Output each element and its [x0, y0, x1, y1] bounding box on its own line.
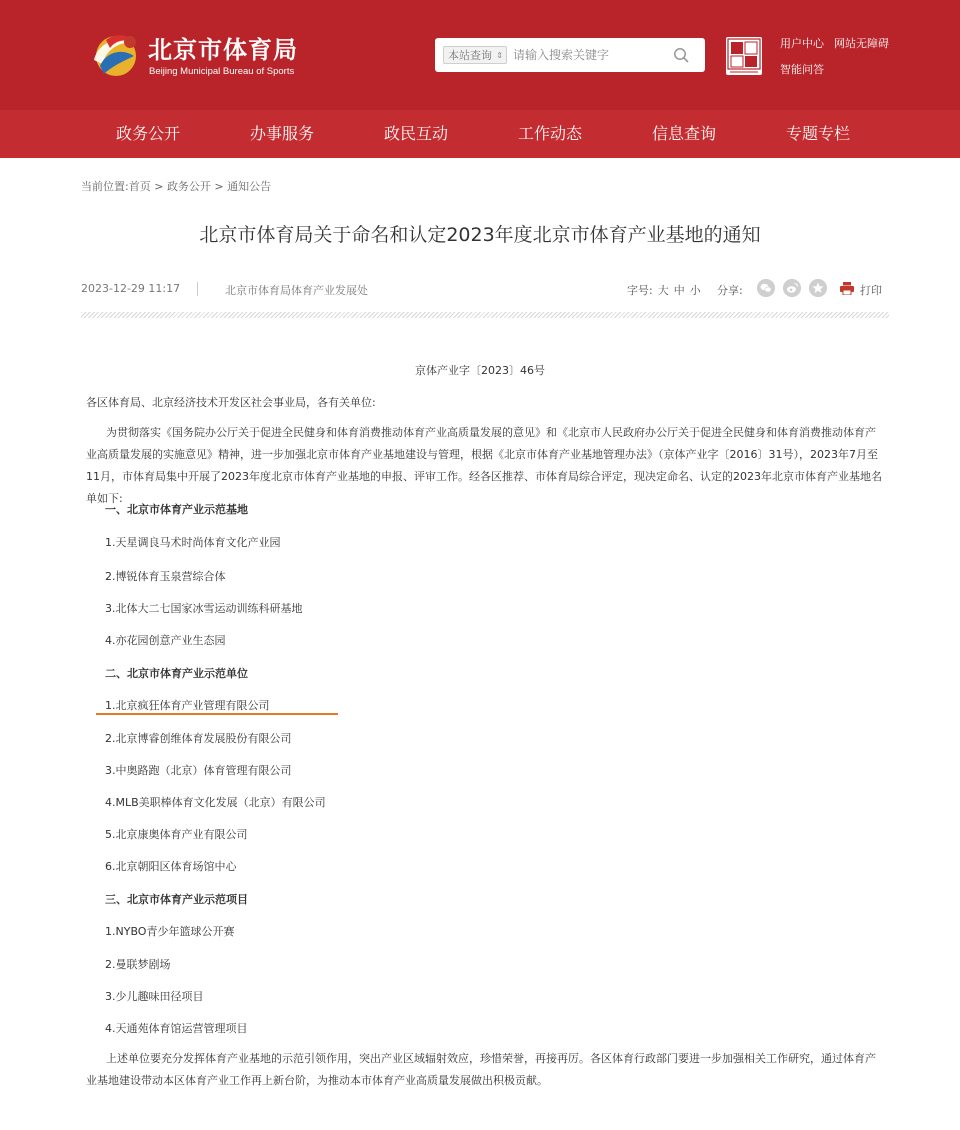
- search-input[interactable]: [513, 45, 663, 65]
- list-item: 2.博锐体育玉泉营综合体: [105, 570, 226, 583]
- list-item: 2.北京博睿创维体育发展股份有限公司: [105, 732, 292, 745]
- site-header: [0, 0, 960, 110]
- search-scope-select[interactable]: [443, 46, 507, 64]
- font-size-large[interactable]: 大: [657, 284, 669, 297]
- printer-icon: [840, 282, 854, 295]
- section-heading: 一、北京市体育产业示范基地: [105, 503, 248, 516]
- nav-item-government-affairs[interactable]: 政务公开: [115, 124, 180, 143]
- list-item: 4.MLB美职棒体育文化发展（北京）有限公司: [105, 796, 326, 809]
- nav-item-work-news[interactable]: 工作动态: [517, 124, 582, 143]
- share-label: 分享:: [717, 284, 743, 297]
- breadcrumb-prefix: 当前位置:: [81, 180, 129, 193]
- user-center-link[interactable]: 用户中心: [780, 37, 824, 50]
- font-size-small[interactable]: 小: [689, 284, 701, 297]
- breadcrumb-home[interactable]: 首页: [128, 180, 151, 193]
- capital-window-logo-icon[interactable]: [726, 37, 762, 75]
- search-box: [435, 38, 705, 72]
- list-item: 1.NYBO青少年篮球公开赛: [105, 925, 235, 938]
- site-name-cn: 北京市体育局: [148, 36, 298, 64]
- intro-paragraph: 为贯彻落实《国务院办公厅关于促进全民健身和体育消费推动体育产业高质量发展的意见》和《北京市人民政府办公厅关于促进全民健身和体育消费推动体育产业高质量发展的实施意见》精神，进一步加强北京市体育产业基地建设与管理，根据《北京市体育产业基地管理办法》（京体产业字〔2016〕31号），2023年7月至11月，市体育局集中开展了2023年度北京市体育产业基地的申报、评审工作。经各区推荐、市体育局综合评定，现决定命名、认定的2023年北京市体育产业基地名单如下:: [86, 426, 882, 505]
- section-heading: 三、北京市体育产业示范项目: [105, 893, 248, 906]
- font-size-control: [627, 282, 701, 298]
- site-logo[interactable]: [86, 26, 306, 82]
- font-size-label: 字号:: [627, 284, 653, 297]
- breadcrumb-separator: >: [210, 180, 228, 193]
- highlight-underline: [96, 713, 338, 715]
- top-links: [780, 37, 899, 77]
- meta-divider-stripe: [81, 312, 889, 318]
- list-item: 2.曼联梦剧场: [105, 958, 171, 971]
- article-title: 北京市体育局关于命名和认定2023年度北京市体育产业基地的通知: [199, 224, 761, 246]
- weibo-share-icon[interactable]: [783, 279, 801, 297]
- document-number: 京体产业字〔2023〕46号: [415, 364, 545, 377]
- wechat-share-icon[interactable]: [757, 279, 775, 297]
- nav-item-services[interactable]: 办事服务: [249, 124, 314, 143]
- search-scope-label: 本站查询: [448, 49, 492, 62]
- closing-paragraph: 上述单位要充分发挥体育产业基地的示范引领作用，突出产业区域辐射效应，珍惜荣誉，再接再厉。各区体育行政部门要进一步加强相关工作研究，通过体育产业基地建设带动本区体育产业工作再上新台阶，为推动本市体育产业高质量发展做出积极贡献。: [86, 1052, 876, 1087]
- breadcrumb-separator: >: [150, 180, 167, 193]
- article-meta: [81, 282, 889, 298]
- list-item: 1.天星调良马术时尚体育文化产业园: [105, 536, 281, 549]
- nav-item-special-topics[interactable]: 专题专栏: [785, 124, 850, 143]
- breadcrumb: [81, 178, 271, 194]
- list-item: 3.北体大二七国家冰雪运动训练科研基地: [105, 602, 303, 615]
- list-item: 5.北京康奥体育产业有限公司: [105, 828, 248, 841]
- list-item: 3.少儿趣味田径项目: [105, 990, 204, 1003]
- list-item: 3.中奥路跑（北京）体育管理有限公司: [105, 764, 292, 777]
- section-heading: 二、北京市体育产业示范单位: [105, 667, 248, 680]
- site-name-en: Beijing Municipal Bureau of Sports: [149, 66, 295, 77]
- qzone-share-icon[interactable]: [809, 279, 827, 297]
- publish-date: 2023-12-29 11:17: [81, 282, 181, 295]
- list-item: 4.亦花园创意产业生态园: [105, 634, 226, 647]
- search-icon[interactable]: [673, 47, 689, 63]
- main-nav: [0, 110, 960, 158]
- publishing-department: 北京市体育局体育产业发展处: [225, 284, 368, 297]
- nav-item-info-query[interactable]: 信息查询: [651, 124, 716, 143]
- accessibility-link[interactable]: 网站无障碍: [834, 37, 889, 50]
- meta-divider: [197, 282, 198, 296]
- bureau-logo-icon: [86, 26, 142, 82]
- smart-qa-link[interactable]: 智能问答: [780, 63, 824, 76]
- font-size-medium[interactable]: 中: [673, 284, 685, 297]
- breadcrumb-notices[interactable]: 通知公告: [227, 180, 272, 193]
- list-item: 1.北京疯狂体育产业管理有限公司: [105, 699, 270, 712]
- list-item: 4.天通苑体育馆运营管理项目: [105, 1022, 248, 1035]
- print-label: 打印: [860, 284, 882, 297]
- nav-item-interaction[interactable]: 政民互动: [383, 124, 448, 143]
- salutation: 各区体育局、北京经济技术开发区社会事业局，各有关单位:: [86, 396, 376, 409]
- breadcrumb-government-affairs[interactable]: 政务公开: [166, 180, 211, 193]
- updown-arrow-icon: ⇕: [496, 51, 503, 60]
- list-item: 6.北京朝阳区体育场馆中心: [105, 860, 237, 873]
